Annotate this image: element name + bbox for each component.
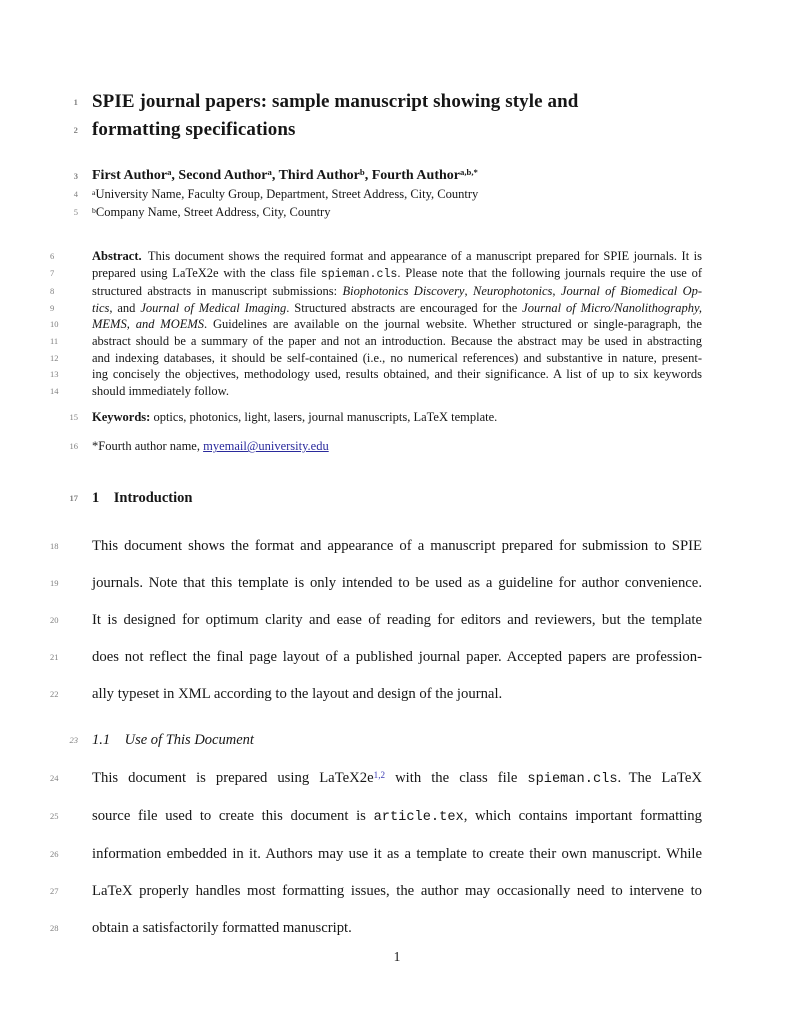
line-text xyxy=(92,249,702,263)
line-number: 24 xyxy=(50,773,59,784)
line-text xyxy=(92,384,229,398)
doc-line xyxy=(50,248,702,265)
document-content xyxy=(50,0,703,947)
text-run: MEMS, and MOEMS xyxy=(92,317,205,332)
doc-line xyxy=(50,836,702,873)
line-number: 14 xyxy=(50,385,59,396)
line-text xyxy=(92,266,702,280)
line-number: 6 xyxy=(50,251,55,261)
line-number: 28 xyxy=(50,923,59,934)
doc-line xyxy=(73,116,702,144)
text-run: Journal of Biomedical Op- xyxy=(560,284,703,299)
text-run: ally typeset in XML according to the layout and design of the journal. xyxy=(92,686,503,703)
line-number: 4 xyxy=(73,189,78,199)
line-text xyxy=(92,575,702,591)
text-run: does not reflect the final page layout of a published journal paper. Accepted papers are profession- xyxy=(92,649,702,666)
line-number: 2 xyxy=(73,125,78,135)
doc-line xyxy=(50,676,702,713)
text-run: , which contains important formatting xyxy=(463,808,702,825)
line-number: 11 xyxy=(50,335,59,346)
line-text xyxy=(92,538,702,554)
text-run: a,b,* xyxy=(460,167,478,178)
text-run: . Please note that the following journals require the use of xyxy=(397,265,702,280)
text-run: abstract should be a summary of the paper and not an introduction. Because the abstract may be used in abstracting xyxy=(92,333,702,348)
text-run: obtain a satisfactorily formatted manuscript. xyxy=(92,920,352,937)
doc-line xyxy=(50,366,702,383)
line-number: 7 xyxy=(50,267,55,278)
line-number: 22 xyxy=(50,689,59,700)
line-number: 10 xyxy=(50,319,59,330)
line-number: 17 xyxy=(69,493,78,504)
text-run: spieman.cls xyxy=(527,772,618,788)
line-number: 1 xyxy=(73,97,78,107)
doc-line xyxy=(69,488,702,508)
text-run: First Author xyxy=(92,168,168,183)
text-run: b xyxy=(359,167,365,178)
text-run: prepared using LaTeX2e with the class file xyxy=(92,265,321,280)
line-text xyxy=(92,439,329,453)
line-number: 5 xyxy=(73,207,78,217)
text-run: Company Name, Street Address, City, Country xyxy=(95,205,331,219)
line-number: 13 xyxy=(50,369,59,380)
text-run: tics xyxy=(92,300,110,315)
line-number: 27 xyxy=(50,886,59,897)
line-number: 15 xyxy=(69,412,78,423)
line-number: 21 xyxy=(50,652,59,663)
line-number: 8 xyxy=(50,286,55,297)
doc-line xyxy=(50,300,702,317)
line-text xyxy=(92,367,702,381)
line-number: 20 xyxy=(50,615,59,626)
line-number: 25 xyxy=(50,811,59,822)
line-text xyxy=(92,317,702,331)
line-text xyxy=(92,490,192,506)
text-run: and indexing databases, it should be self-contained (i.e., no numerical references) and substantive in nature, present- xyxy=(92,350,702,365)
text-run: optics, photonics, light, lasers, journal manuscripts, LaTeX template. xyxy=(150,410,498,425)
doc-line xyxy=(69,409,702,426)
text-run: University Name, Faculty Group, Department, Street Address, City, Country xyxy=(95,187,479,201)
text-run: , Fourth Author xyxy=(364,168,460,183)
text-run: LaTeX properly handles most formatting issues, the author may occasionally need to intervene to xyxy=(92,883,702,900)
text-run: , xyxy=(464,284,473,299)
text-run: journals. Note that this template is only intended to be used as a guideline for author convenience. xyxy=(92,575,702,592)
text-run: Biophotonics Discovery xyxy=(342,284,465,299)
text-run: Keywords: xyxy=(92,410,151,425)
text-run: b xyxy=(92,205,96,215)
email-link[interactable]: myemail@university.edu xyxy=(203,439,329,454)
line-text xyxy=(92,410,497,424)
doc-line xyxy=(50,528,702,565)
page-number: 1 xyxy=(393,949,401,964)
text-run: Journal of Medical Imaging xyxy=(140,300,287,315)
doc-line xyxy=(73,185,702,203)
text-run: Abstract. xyxy=(92,249,142,263)
doc-line xyxy=(50,639,702,676)
text-run: with the class file xyxy=(385,770,528,787)
line-text xyxy=(92,168,478,183)
line-text xyxy=(92,883,702,899)
line-text xyxy=(92,334,702,348)
line-number: 12 xyxy=(50,352,59,363)
line-text xyxy=(92,808,702,824)
line-text xyxy=(92,732,254,748)
text-run: should immediately follow. xyxy=(92,383,230,398)
text-run: a xyxy=(92,187,96,197)
text-run: source file used to create this document is xyxy=(92,808,374,825)
text-run: , Second Author xyxy=(171,168,268,183)
line-number: 9 xyxy=(50,302,55,313)
text-run: . Structured abstracts are encouraged for the xyxy=(286,300,523,315)
text-run: 1.1 Use of This Document xyxy=(92,732,254,749)
text-run: structured abstracts in manuscript submissions: xyxy=(92,284,343,299)
doc-line xyxy=(73,203,702,221)
text-run: . The LaTeX xyxy=(617,770,702,787)
doc-line xyxy=(69,438,702,455)
text-run: This document shows the required format and appearance of a manuscript prepared for SPIE journals. It is xyxy=(141,249,702,263)
citation-ref[interactable]: 1,2 xyxy=(373,770,386,781)
doc-line xyxy=(50,283,703,300)
doc-line xyxy=(50,350,702,367)
text-run: *Fourth author name, xyxy=(92,439,204,454)
line-text xyxy=(92,91,578,112)
doc-line xyxy=(50,316,702,333)
line-text xyxy=(92,846,702,862)
doc-line xyxy=(50,602,702,639)
doc-line xyxy=(50,265,702,284)
text-run: information embedded in it. Authors may use it as a template to create their own manuscript. While xyxy=(92,846,702,863)
line-text xyxy=(92,770,702,786)
text-run: spieman.cls xyxy=(320,267,398,281)
line-text xyxy=(92,205,330,219)
doc-line xyxy=(69,730,702,750)
line-number: 23 xyxy=(69,735,78,746)
line-text xyxy=(92,119,296,140)
line-number: 3 xyxy=(73,171,78,181)
text-run: , Third Author xyxy=(271,168,360,183)
line-text xyxy=(92,284,702,298)
text-run: Neurophotonics xyxy=(473,284,553,299)
text-run: 1 Introduction xyxy=(92,490,193,507)
line-text xyxy=(92,301,702,315)
doc-line xyxy=(50,873,702,910)
doc-line xyxy=(50,798,702,836)
text-run: SPIE journal papers: sample manuscript showing style and xyxy=(92,91,579,112)
line-text xyxy=(92,351,702,365)
doc-line xyxy=(73,167,702,185)
line-number: 16 xyxy=(69,441,78,452)
text-run: Journal of Micro/Nanolithography, xyxy=(522,300,702,315)
doc-line xyxy=(73,88,702,116)
text-run: It is designed for optimum clarity and ease of reading for editors and reviewers, but the template xyxy=(92,612,702,629)
text-run: formatting specifications xyxy=(92,119,296,140)
text-run: , and xyxy=(109,300,141,315)
text-run: This document is prepared using LaTeX2e xyxy=(92,770,374,787)
doc-line xyxy=(50,383,702,400)
line-text xyxy=(92,612,702,628)
line-text xyxy=(92,187,478,201)
line-number: 26 xyxy=(50,849,59,860)
doc-line xyxy=(50,565,702,602)
line-text xyxy=(92,686,502,702)
text-run: This document shows the format and appearance of a manuscript prepared for submission to SPIE xyxy=(92,538,702,555)
text-run: ing concisely the objectives, methodology used, results obtained, and their significance. A list of up to six keywords xyxy=(92,367,702,382)
line-text xyxy=(92,920,352,936)
line-text xyxy=(92,649,702,665)
text-run: a xyxy=(167,167,172,178)
line-number: 18 xyxy=(50,541,59,552)
doc-line xyxy=(50,760,702,798)
text-run: . Guidelines are available on the journal website. Whether structured or single-paragraph, the xyxy=(204,317,702,332)
line-number: 19 xyxy=(50,578,59,589)
text-run: , xyxy=(552,284,561,299)
text-run: a xyxy=(267,167,272,178)
doc-line xyxy=(50,910,702,947)
text-run: article.tex xyxy=(373,810,464,826)
doc-line xyxy=(50,333,702,350)
